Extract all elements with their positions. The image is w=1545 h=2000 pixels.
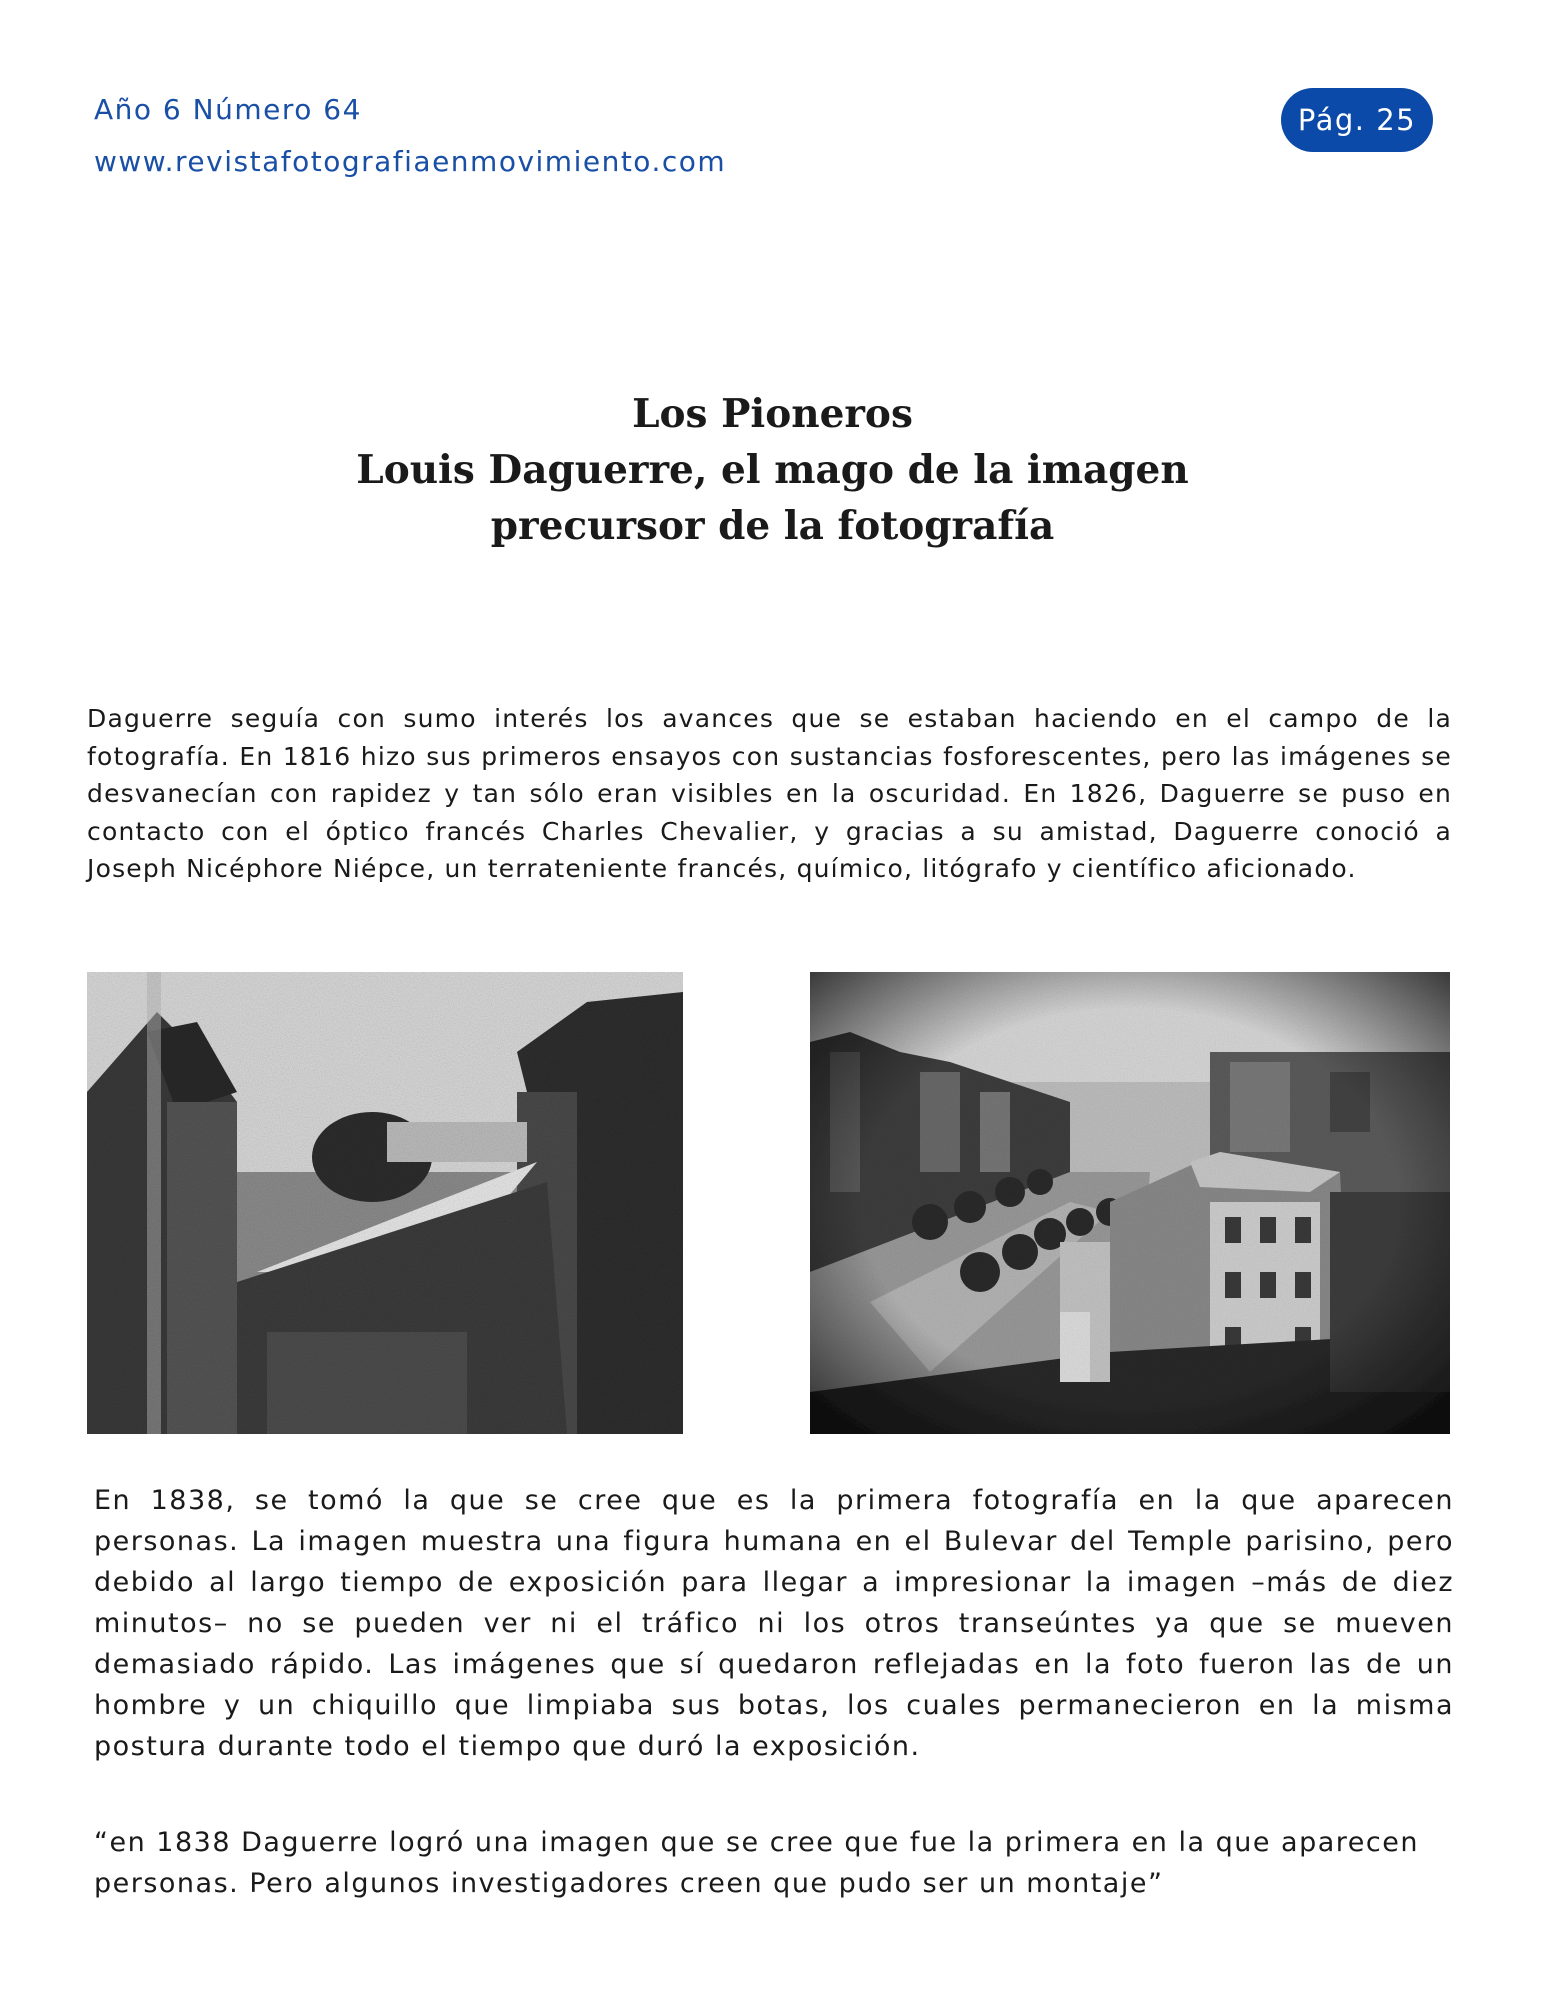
article-title [0,386,1545,554]
pull-quote: “en 1838 Daguerre logró una imagen que se cree que fue la primera en la que aparecen personas. Pero algunos investigadores creen que pudo ser un montaje” [94,1827,1419,1899]
website-link[interactable]: www.revistafotografiaenmovimiento.com [94,145,727,178]
title-line-3: precursor de la fotografía [490,503,1055,549]
page-number-badge [1281,88,1433,152]
page-number-label: Pág. 25 [1297,103,1417,137]
niepce-window-photo [87,972,683,1434]
intro-paragraph: Daguerre seguía con sumo interés los avances que se estaban haciendo en el campo de la fotografía. En 1816 hizo sus primeros ensayos con sustancias fosforescentes, pero las imágenes se desvanecían con rapidez y tan sólo eran visibles en la oscuridad. En 1826, Daguerre se puso en contacto con el óptico francés Charles Chevalier, y gracias a su amistad, Daguerre conoció a Joseph Nicéphore Niépce, un terrateniente francés, químico, litógrafo y científico aficionado. [87,704,1452,883]
title-line-2: Louis Daguerre, el mago de la imagen [356,447,1189,493]
boulevard-du-temple-photo [810,972,1450,1434]
title-line-1: Los Pioneros [632,391,913,437]
issue-header [94,84,726,188]
issue-number: Año 6 Número 64 [94,93,362,126]
exposure-paragraph: En 1838, se tomó la que se cree que es la primera fotografía en la que aparecen personas. La imagen muestra una figura humana en el Bulevar del Temple parisino, pero debido al largo tiempo de exposición para llegar a impresionar la imagen –más de diez minutos– no se pueden ver ni el tráfico ni los otros transeúntes ya que se mueven demasiado rápido. Las imágenes que sí quedaron reflejadas en la foto fueron las de un hombre y un chiquillo que limpiaba sus botas, los cuales permanecieron en la misma postura durante todo el tiempo que duró la exposición. [94,1485,1454,1762]
